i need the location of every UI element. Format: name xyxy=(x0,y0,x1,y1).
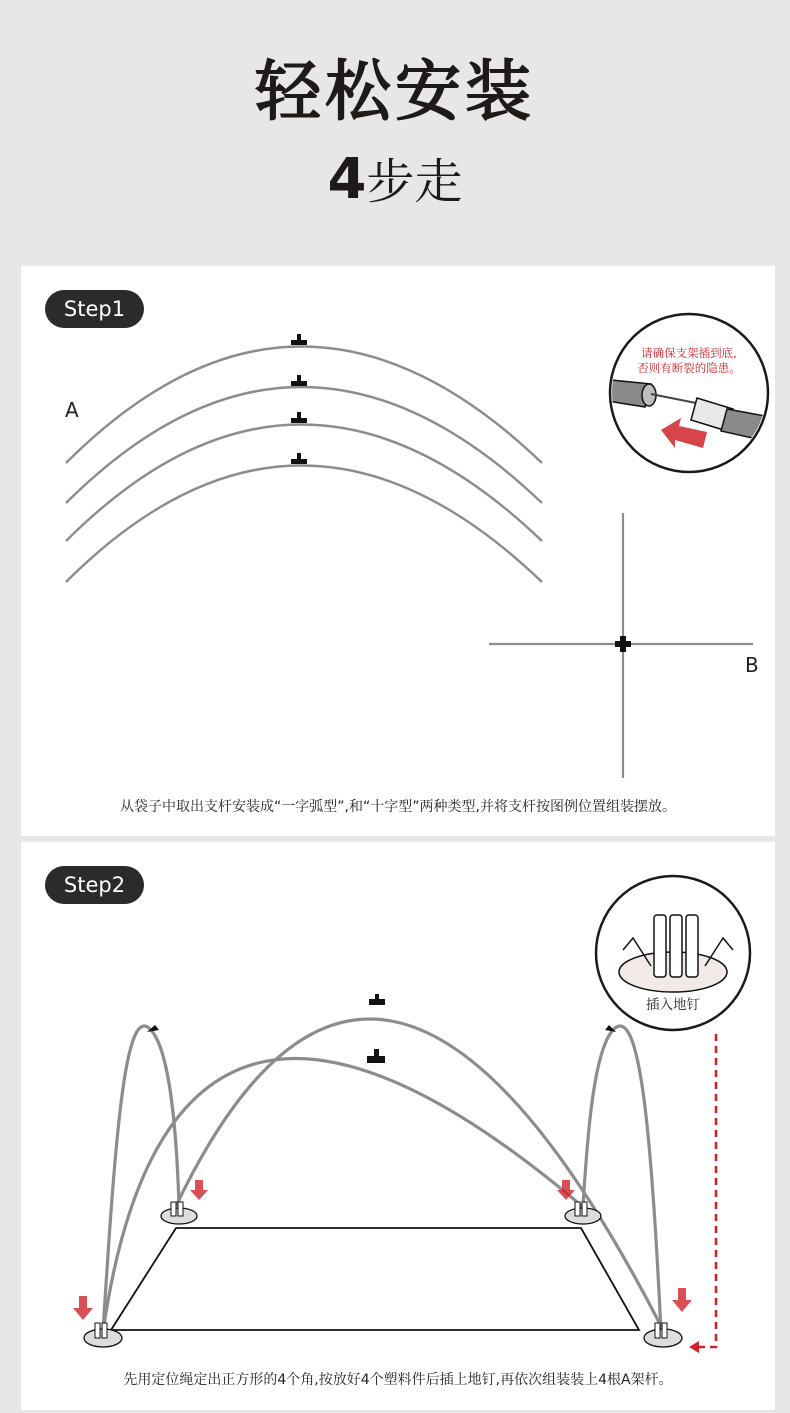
base-plate-back-left xyxy=(161,1202,197,1224)
insert-fully-callout xyxy=(601,314,775,472)
callout-label: 插入地钉 xyxy=(646,997,700,1013)
callout-guide xyxy=(689,1034,716,1353)
ground-stake-callout xyxy=(596,876,750,1030)
step2-connectors xyxy=(147,994,616,1063)
step1-caption: 从袋子中取出支杆安装成“一字弧型”,和“十字型”两种类型,并将支杆按图例位置组装摆放。 xyxy=(120,799,676,815)
step2-panel xyxy=(21,842,775,1410)
mid-connector xyxy=(367,1049,385,1063)
base-plate-front-right xyxy=(644,1323,682,1347)
base-plate-back-right xyxy=(565,1202,601,1224)
callout-line-1: 请确保支架插到底, xyxy=(641,346,737,360)
arrow-down-icon xyxy=(190,1180,208,1200)
arrow-down-icon xyxy=(672,1288,692,1312)
step2-caption: 先用定位绳定出正方形的4个角,按放好4个塑料件后插上地钉,再依次组装装上4根A架杆。 xyxy=(123,1372,673,1388)
step2-badge: Step2 xyxy=(45,866,144,904)
callout-line-2: 否则有断裂的隐患。 xyxy=(637,361,741,375)
subtitle-text: 步走 xyxy=(366,154,463,210)
arrow-down-icon xyxy=(73,1296,93,1320)
label-b: B xyxy=(745,653,759,677)
top-connector xyxy=(369,994,385,1005)
step1-panel xyxy=(21,266,775,836)
base-plates xyxy=(84,1202,682,1347)
page-subtitle xyxy=(0,147,790,212)
connector-4 xyxy=(291,453,307,464)
pole-connectors xyxy=(291,334,307,464)
pole-sockets xyxy=(654,915,698,977)
step1-badge: Step1 xyxy=(45,290,144,328)
step1-diagram xyxy=(21,266,775,836)
label-a: A xyxy=(65,398,79,422)
insert-arrows xyxy=(73,1180,692,1320)
step2-diagram xyxy=(21,842,775,1410)
base-plate-front-left xyxy=(84,1323,122,1347)
cross-connector xyxy=(615,636,631,652)
ground-square xyxy=(111,1228,639,1330)
step-count: 4 xyxy=(327,147,367,212)
right-pole-raised xyxy=(583,1026,661,1332)
page-title: 轻松安装 xyxy=(255,53,535,130)
arrow-left-icon xyxy=(689,1341,699,1353)
connector-3 xyxy=(291,412,307,423)
a-frame-poles xyxy=(103,1019,664,1332)
connector-1 xyxy=(291,334,307,345)
connector-2 xyxy=(291,375,307,386)
